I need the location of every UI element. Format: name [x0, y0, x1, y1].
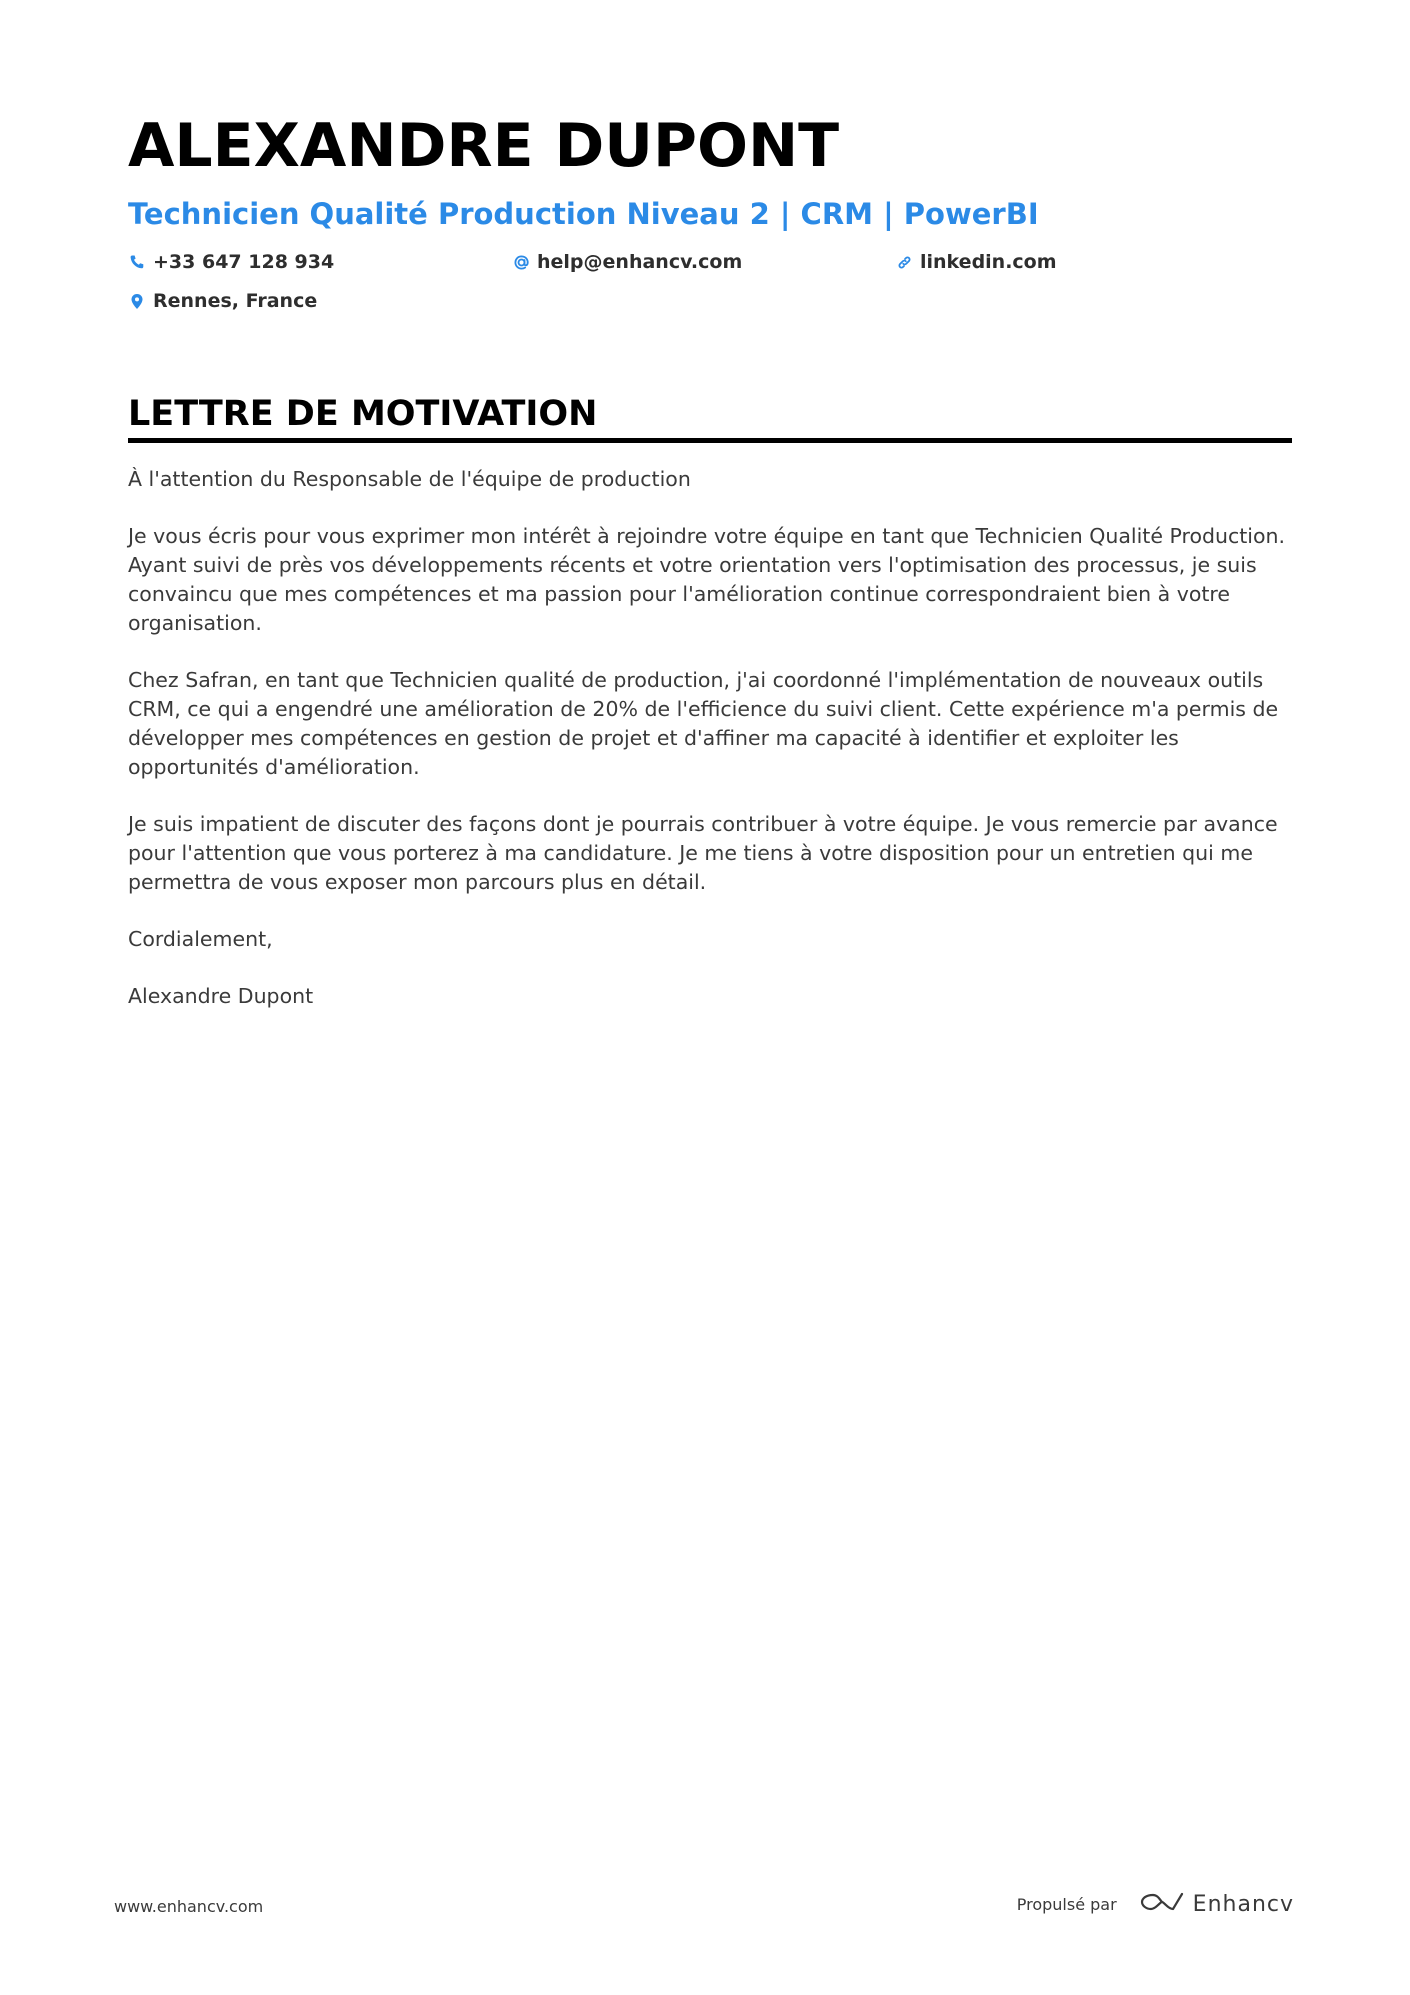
letter-paragraph: Chez Safran, en tant que Technicien qualité de production, j'ai coordonné l'implémentation de nouveaux outils CRM, ce qui a engendré une amélioration de 20% de l'efficience du suivi client. Cette expérience m'a permis de développer mes compétences en gestion de projet et d'affiner ma capacité à identifier et exploiter les opportunités d'amélioration.	[128, 668, 1279, 779]
letter-paragraph: Je suis impatient de discuter des façons dont je pourrais contribuer à votre équipe. Je vous remercie par avance pour l'attention que vous porterez à ma candidature. Je me tiens à votre disposition pour un entretien qui me permettra de vous exposer mon parcours plus en détail.	[128, 812, 1278, 894]
section-divider	[128, 438, 1292, 443]
letter-section	[128, 392, 1292, 1039]
linkedin-text: linkedin.com	[920, 251, 1057, 273]
brand-name: Enhancv	[1192, 1892, 1294, 1917]
contact-phone[interactable]	[128, 248, 334, 276]
footer-branding	[1017, 1890, 1294, 1919]
candidate-name: ALEXANDRE DUPONT	[128, 111, 840, 181]
candidate-title: Technicien Qualité Production Niveau 2 | CRM | PowerBI	[128, 197, 1039, 231]
email-text: help@enhancv.com	[537, 251, 743, 273]
enhancv-logo[interactable]	[1139, 1890, 1294, 1919]
location-text: Rennes, France	[153, 290, 318, 312]
letter-signature: Alexandre Dupont	[128, 984, 314, 1008]
letter-paragraph: Je vous écris pour vous exprimer mon intérêt à rejoindre votre équipe en tant que Technicien Qualité Production. Ayant suivi de près vos développements récents et votre orientation vers l'optimisation des processus, je suis convaincu que mes compétences et ma passion pour l'amélioration continue correspondraient bien à votre organisation.	[128, 524, 1286, 635]
footer-website[interactable]: www.enhancv.com	[114, 1897, 264, 1916]
link-icon	[895, 253, 913, 271]
phone-icon	[128, 253, 146, 271]
letter-closing: Cordialement,	[128, 927, 273, 951]
letter-body	[128, 465, 1292, 1011]
section-title: LETTRE DE MOTIVATION	[128, 394, 598, 434]
contact-list	[128, 248, 1292, 328]
enhancv-logo-icon	[1139, 1890, 1185, 1919]
powered-by-text: Propulsé par	[1016, 1895, 1117, 1914]
contact-linkedin[interactable]	[895, 248, 1057, 276]
at-icon	[512, 253, 530, 271]
map-pin-icon	[128, 292, 146, 310]
header	[128, 110, 1292, 328]
phone-text: +33 647 128 934	[153, 251, 335, 273]
letter-salutation: À l'attention du Responsable de l'équipe de production	[128, 467, 691, 491]
contact-email[interactable]	[512, 248, 742, 276]
contact-location	[128, 287, 317, 315]
